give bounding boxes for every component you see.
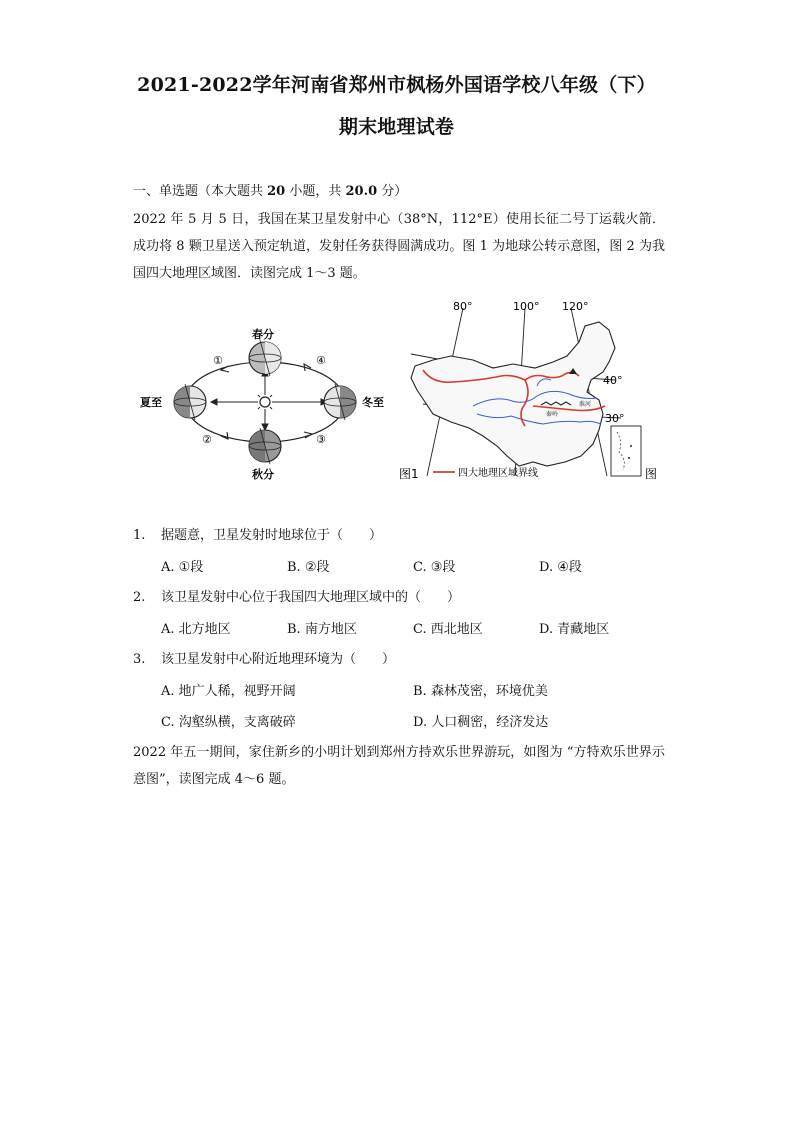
earth-spring-equinox-icon bbox=[249, 340, 281, 376]
label-winter-solstice: 冬至 bbox=[362, 396, 384, 409]
question-2 bbox=[133, 586, 460, 605]
exam-title-line2: 期末地理试卷 bbox=[338, 116, 455, 138]
earth-orbit-diagram bbox=[140, 327, 384, 481]
sun-icon bbox=[255, 392, 275, 412]
section-mid: 小题，共 bbox=[285, 184, 346, 199]
option-1d[interactable]: D. ④段 bbox=[539, 560, 582, 575]
figure2-caption: 图 bbox=[645, 467, 658, 481]
legend-boundary-label: 四大地理区域界线 bbox=[458, 468, 538, 479]
question-number: 3. bbox=[133, 652, 146, 667]
option-2d[interactable]: D. 青藏地区 bbox=[539, 622, 610, 637]
passage-2: 2022 年五一期间，家住新乡的小明计划到郑州方持欢乐世界游玩，如图为 “方特欢乐世界示意图”，读图完成 4～6 题。 bbox=[133, 745, 665, 787]
question-stem: 该卫星发射中心位于我国四大地理区域中的（ ） bbox=[161, 590, 461, 605]
label-spring-equinox: 春分 bbox=[252, 328, 274, 341]
section-count: 20 bbox=[267, 184, 286, 199]
option-1c[interactable]: C. ③段 bbox=[413, 560, 456, 575]
figure-earth-orbit-and-china-map bbox=[133, 296, 663, 488]
question-stem: 据题意，卫星发射时地球位于（ ） bbox=[161, 528, 383, 543]
label-huaihe: 淮河 bbox=[579, 401, 592, 408]
label-lon-80: 80° bbox=[453, 300, 473, 313]
label-qinling: 秦岭 bbox=[546, 411, 559, 418]
exam-title-line1: 2021-2022学年河南省郑州市枫杨外国语学校八年级（下） bbox=[137, 74, 656, 96]
section-heading bbox=[133, 180, 407, 199]
passage-1: 2022 年 5 月 5 日，我国在某卫星发射中心（38°N，112°E）使用长征二号丁运载火箭．成功将 8 颗卫星送入预定轨道，发射任务获得圆满成功。图 1 为地球公转示意图，图 2 为我国四大地理区域图．读图完成 1～3 题。 bbox=[133, 212, 665, 281]
earth-summer-solstice-icon bbox=[174, 384, 206, 420]
label-lon-100: 100° bbox=[513, 300, 540, 313]
option-2b[interactable]: B. 南方地区 bbox=[287, 622, 357, 637]
china-outline bbox=[411, 322, 615, 466]
option-3b[interactable]: B. 森林茂密，环境优美 bbox=[413, 684, 548, 699]
label-lat-30: 30° bbox=[605, 412, 625, 425]
option-1a[interactable]: A. ①段 bbox=[161, 560, 204, 575]
south-china-sea-inset bbox=[611, 426, 641, 476]
question-stem: 该卫星发射中心附近地理环境为（ ） bbox=[161, 652, 396, 667]
option-2c[interactable]: C. 西北地区 bbox=[413, 622, 483, 637]
option-1b[interactable]: B. ②段 bbox=[287, 560, 330, 575]
label-segment-4: ④ bbox=[316, 354, 326, 367]
section-suffix: 分） bbox=[377, 184, 408, 199]
label-lat-40: 40° bbox=[603, 374, 623, 387]
earth-winter-solstice-icon bbox=[324, 384, 356, 420]
question-1 bbox=[133, 524, 382, 543]
china-regions-map bbox=[399, 300, 657, 481]
option-2a[interactable]: A. 北方地区 bbox=[161, 622, 231, 637]
question-number: 2. bbox=[133, 590, 146, 605]
label-segment-1: ① bbox=[213, 354, 223, 367]
label-autumn-equinox: 秋分 bbox=[252, 468, 274, 481]
label-segment-2: ② bbox=[202, 433, 212, 446]
option-3a[interactable]: A. 地广人稀，视野开阔 bbox=[161, 684, 296, 699]
label-segment-3: ③ bbox=[316, 433, 326, 446]
figure1-caption: 图1 bbox=[399, 467, 419, 481]
option-3c[interactable]: C. 沟壑纵横，支离破碎 bbox=[161, 715, 296, 730]
section-prefix: 一、单选题（本大题共 bbox=[133, 184, 268, 199]
label-lon-120: 120° bbox=[562, 300, 589, 313]
question-3 bbox=[133, 648, 395, 667]
option-3d[interactable]: D. 人口稠密，经济发达 bbox=[413, 715, 549, 730]
earth-autumn-equinox-icon bbox=[249, 428, 281, 464]
section-score: 20.0 bbox=[345, 184, 378, 199]
question-number: 1. bbox=[133, 528, 146, 543]
label-summer-solstice: 夏至 bbox=[140, 396, 162, 409]
